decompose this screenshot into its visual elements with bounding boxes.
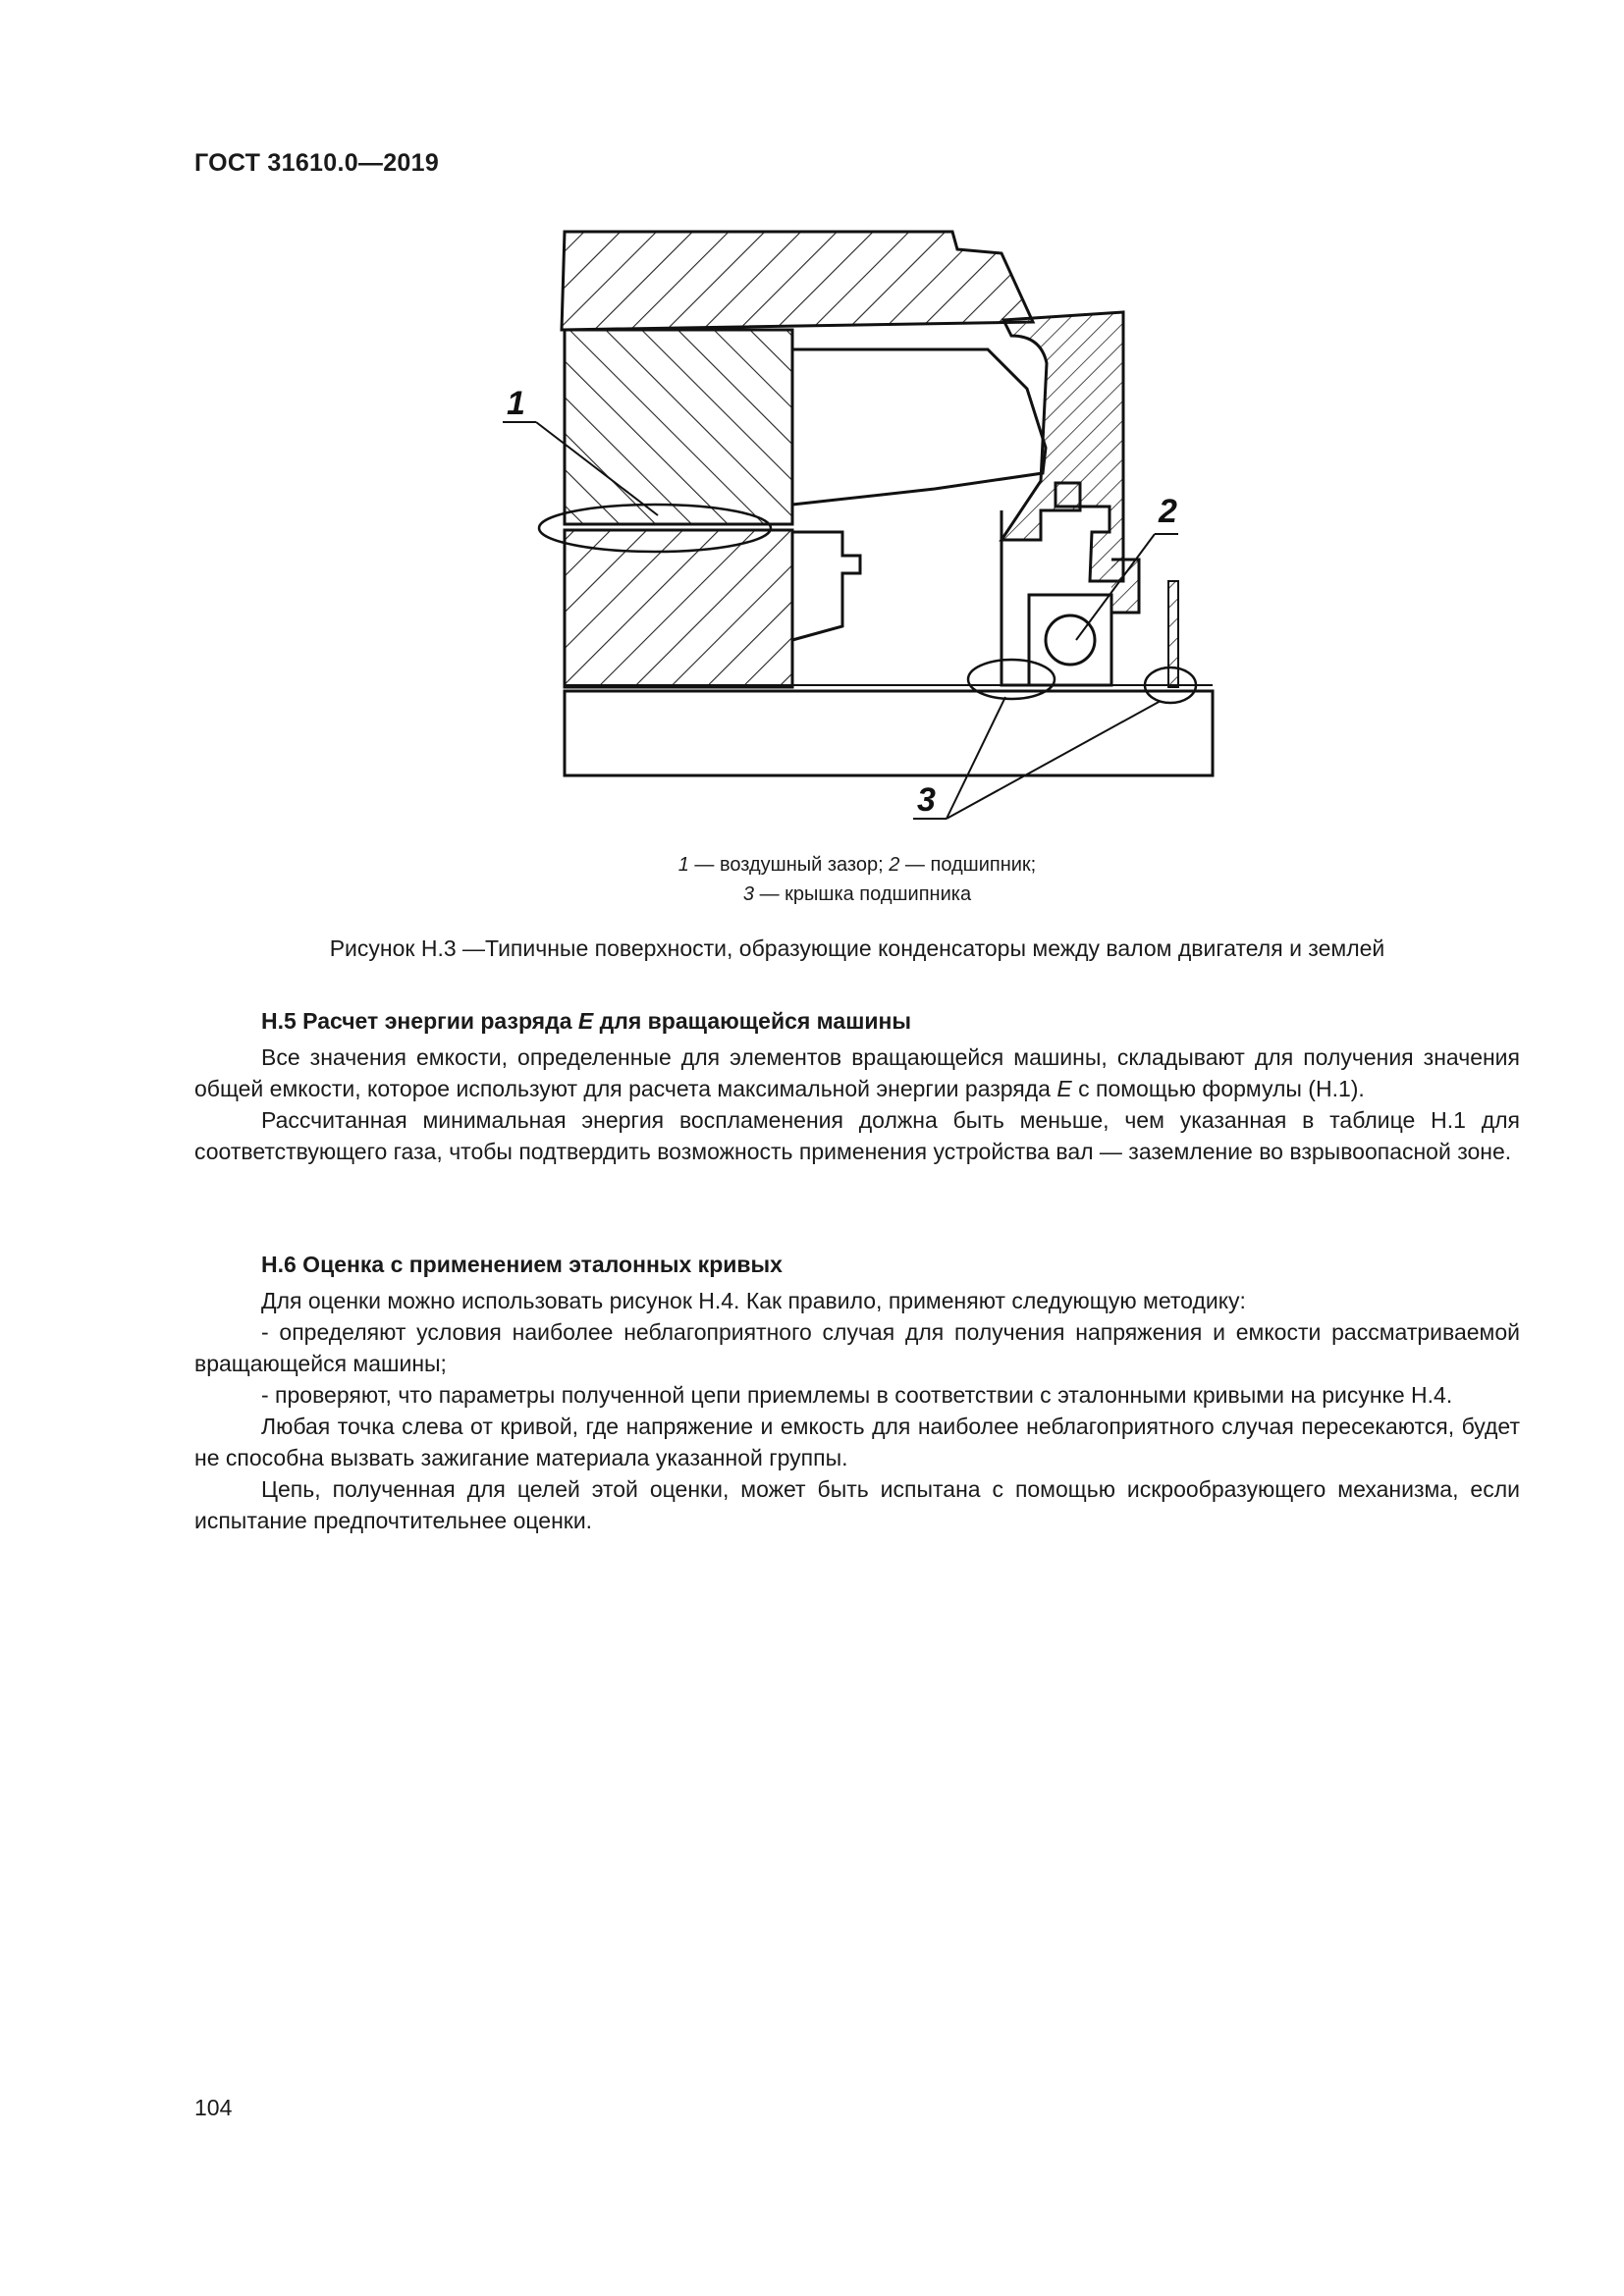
section-h5 <box>194 1005 1520 1167</box>
stator-core-upper <box>565 330 792 524</box>
document-header: ГОСТ 31610.0—2019 <box>194 149 440 177</box>
legend-number-2: 2 <box>889 854 900 876</box>
section-h6 <box>194 1249 1520 1536</box>
section-h6-paragraph-2: Любая точка слева от кривой, где напряжение и емкость для наиболее неблагоприятного случая пересекаются, будет не способна вызвать зажигание материала указанной группы. <box>194 1414 1520 1470</box>
housing-top <box>562 232 1033 330</box>
page-number: 104 <box>194 2095 233 2120</box>
callout-1: 1 <box>507 385 525 422</box>
motor-cross-section-drawing <box>491 216 1237 844</box>
legend-text-bearing: — подшипник; <box>899 854 1037 876</box>
legend-text-air-gap: — воздушный зазор; <box>688 854 890 876</box>
end-shield <box>1001 312 1123 581</box>
callout-2: 2 <box>1159 493 1177 530</box>
paragraph-text: Все значения емкости, определенные для элементов вращающейся машины, складывают для получения значения общей емкости, которое используют для расчета максимальной энергии разряда <box>194 1044 1520 1101</box>
section-h5-paragraph-2: Рассчитанная минимальная энергия воспламенения должна быть меньше, чем указанная в таблице Н.1 для соответствующего газа, чтобы подтвердить возможность применения устройства вал — заземление во взрывоопасной зоне. <box>194 1107 1520 1164</box>
paragraph-variable: E <box>1056 1076 1072 1101</box>
section-h5-paragraph-1 <box>194 1041 1520 1104</box>
section-h5-title-text-end: для вращающейся машины <box>593 1008 912 1034</box>
section-h5-title-variable: E <box>577 1008 594 1034</box>
section-h6-list-item-1: - определяют условия наиболее неблагоприятного случая для получения напряжения и емкости рассматриваемой вращающейся машины; <box>194 1319 1520 1376</box>
bearing-ball <box>1046 615 1095 665</box>
section-h5-title-text: Н.5 Расчет энергии разряда <box>261 1008 578 1034</box>
stator-winding <box>792 349 1046 505</box>
bearing-cover-highlight-left <box>968 660 1055 699</box>
section-h5-title <box>194 1005 1520 1037</box>
section-h6-list-item-2: - проверяют, что параметры полученной цепи приемлемы в соответствии с эталонными кривыми на рисунке Н.4. <box>261 1382 1453 1408</box>
rotor-winding <box>792 532 860 640</box>
figure-caption: Рисунок Н.3 —Типичные поверхности, образующие конденсаторы между валом двигателя и землей <box>329 935 1385 961</box>
figure-legend-line-2 <box>194 880 1520 909</box>
section-h6-paragraph-3: Цепь, полученная для целей этой оценки, может быть испытана с помощью искрообразующего механизма, если испытание предпочтительнее оценки. <box>194 1476 1520 1533</box>
section-h6-title: Н.6 Оценка с применением эталонных кривых <box>261 1252 783 1277</box>
legend-text-bearing-cover: — крышка подшипника <box>754 883 972 905</box>
paragraph-text-end: с помощью формулы (Н.1). <box>1071 1076 1365 1101</box>
figure-h3-drawing <box>491 216 1237 844</box>
figure-legend-line-1 <box>194 850 1520 880</box>
rotor-core <box>565 530 792 687</box>
callout-3: 3 <box>917 781 936 819</box>
section-h6-paragraph-1: Для оценки можно использовать рисунок Н.4. Как правило, применяют следующую методику: <box>261 1288 1246 1313</box>
legend-number-1: 1 <box>677 854 689 876</box>
legend-number-3: 3 <box>742 883 755 905</box>
shaft <box>565 691 1213 775</box>
